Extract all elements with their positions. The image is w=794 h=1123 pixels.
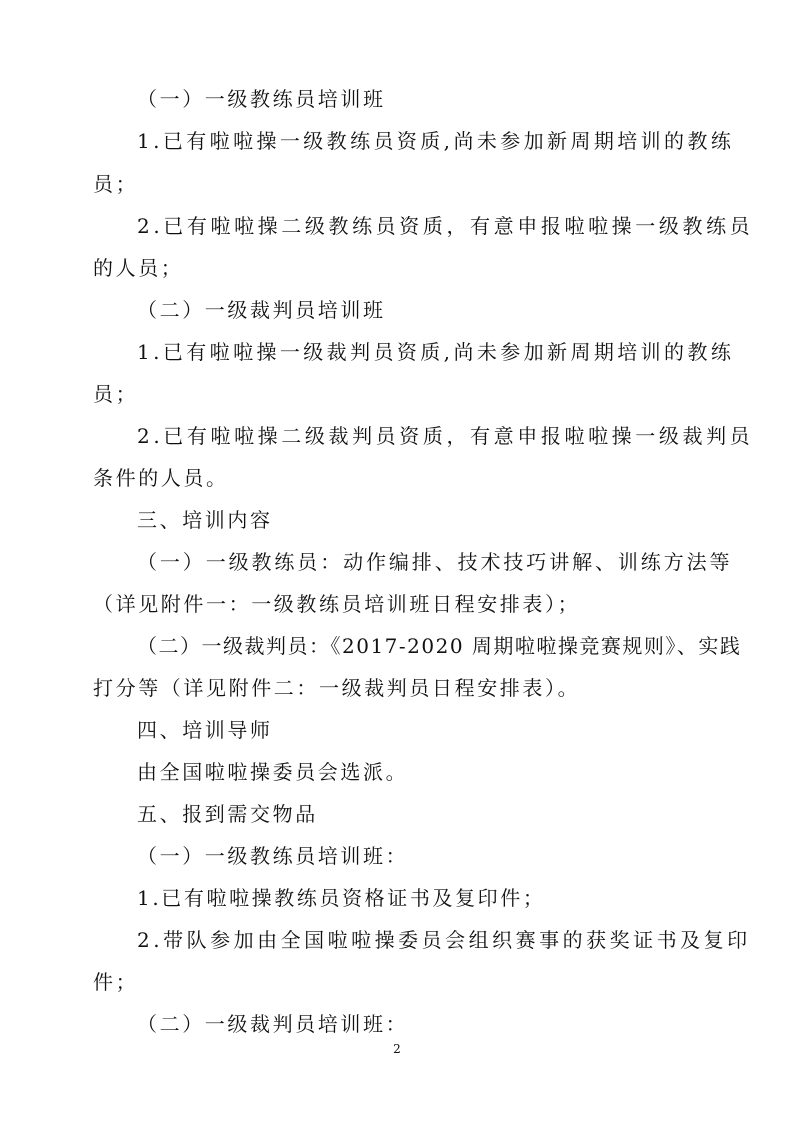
section-heading-coach-class: （一）一级教练员培训班 [137, 87, 386, 111]
referee-requirement-2-continued: 条件的人员。 [93, 466, 229, 490]
items-heading-coach-class: （一）一级教练员培训班： [137, 844, 409, 868]
training-content-referee: （二）一级裁判员：《2017-2020 周期啦啦操竞赛规则》、实践 [137, 634, 742, 658]
items-heading-referee-class: （二）一级裁判员培训班： [137, 1012, 409, 1036]
items-coach-2-continued: 件； [93, 970, 139, 994]
referee-requirement-1: 1.已有啦啦操一级裁判员资质,尚未参加新周期培训的教练 [137, 340, 735, 364]
section-training-mentor: 四、培训导师 [137, 718, 273, 742]
coach-requirement-1-continued: 员； [93, 172, 139, 196]
training-content-coach-continued: （详见附件一：一级教练员培训班日程安排表）； [93, 592, 581, 616]
section-registration-items: 五、报到需交物品 [137, 802, 318, 826]
training-content-coach: （一）一级教练员：动作编排、技术技巧讲解、训练方法等 [137, 550, 733, 574]
page-number: 2 [393, 1042, 401, 1056]
section-training-content: 三、培训内容 [137, 508, 273, 532]
section-heading-referee-class: （二）一级裁判员培训班 [137, 298, 386, 322]
mentor-description: 由全国啦啦操委员会选派。 [137, 760, 409, 784]
coach-requirement-2-continued: 的人员； [93, 256, 184, 280]
referee-requirement-2: 2.已有啦啦操二级裁判员资质，有意申报啦啦操一级裁判员 [137, 424, 754, 448]
coach-requirement-1: 1.已有啦啦操一级教练员资质,尚未参加新周期培训的教练 [137, 129, 735, 153]
items-coach-2: 2.带队参加由全国啦啦操委员会组织赛事的获奖证书及复印 [137, 928, 751, 952]
coach-requirement-2: 2.已有啦啦操二级教练员资质，有意申报啦啦操一级教练员 [137, 214, 754, 238]
items-coach-1: 1.已有啦啦操教练员资格证书及复印件； [137, 886, 546, 910]
referee-requirement-1-continued: 员； [93, 382, 139, 406]
training-content-referee-continued: 打分等（详见附件二：一级裁判员日程安排表）。 [93, 676, 581, 700]
